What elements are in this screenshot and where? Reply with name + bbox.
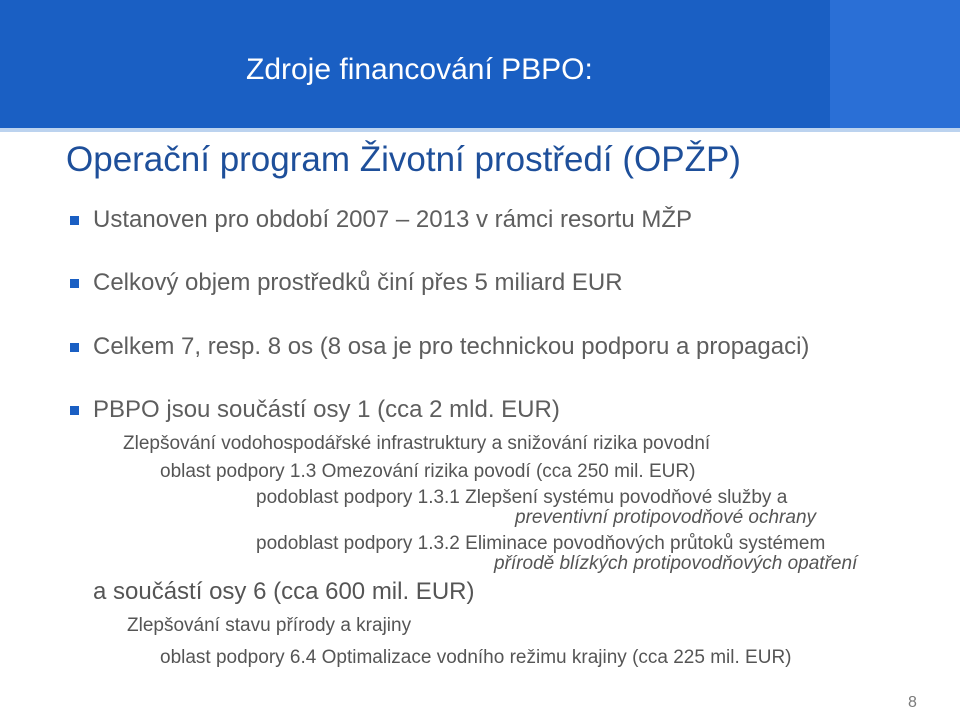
header-title: Zdroje financování PBPO:: [246, 53, 593, 86]
square-bullet-icon: [70, 279, 79, 288]
page-number: 8: [908, 694, 917, 711]
axis6-intro: a součástí osy 6 (cca 600 mil. EUR): [93, 578, 475, 605]
square-bullet-icon: [70, 406, 79, 415]
bullet-text: Ustanoven pro období 2007 – 2013 v rámci resortu MŽP: [93, 206, 692, 233]
slide-heading: Operační program Životní prostředí (OPŽP): [66, 140, 741, 179]
square-bullet-icon: [70, 216, 79, 225]
axis6-title: Zlepšování stavu přírody a krajiny: [127, 615, 412, 636]
axis1-subarea-1-continued: preventivní protipovodňové ochrany: [515, 507, 817, 528]
axis1-support-area: oblast podpory 1.3 Omezování rizika povodí (cca 250 mil. EUR): [160, 461, 696, 482]
bullet-text: Celkem 7, resp. 8 os (8 osa je pro technickou podporu a propagaci): [93, 333, 810, 360]
bullet-text: Celkový objem prostředků činí přes 5 miliard EUR: [93, 269, 623, 296]
square-bullet-icon: [70, 343, 79, 352]
axis1-subarea-1: podoblast podpory 1.3.1 Zlepšení systému povodňové služby a: [256, 487, 788, 508]
header-accent-block: [830, 0, 960, 128]
axis1-subarea-2-continued: přírodě blízkých protipovodňových opatření: [494, 553, 858, 574]
axis1-title: Zlepšování vodohospodářské infrastruktury a snižování rizika povodní: [123, 433, 711, 454]
header-divider: [0, 128, 960, 132]
axis1-subarea-2: podoblast podpory 1.3.2 Eliminace povodňových průtoků systémem: [256, 533, 826, 554]
bullet-text: PBPO jsou součástí osy 1 (cca 2 mld. EUR): [93, 396, 560, 423]
axis6-support-area: oblast podpory 6.4 Optimalizace vodního režimu krajiny (cca 225 mil. EUR): [160, 647, 792, 668]
